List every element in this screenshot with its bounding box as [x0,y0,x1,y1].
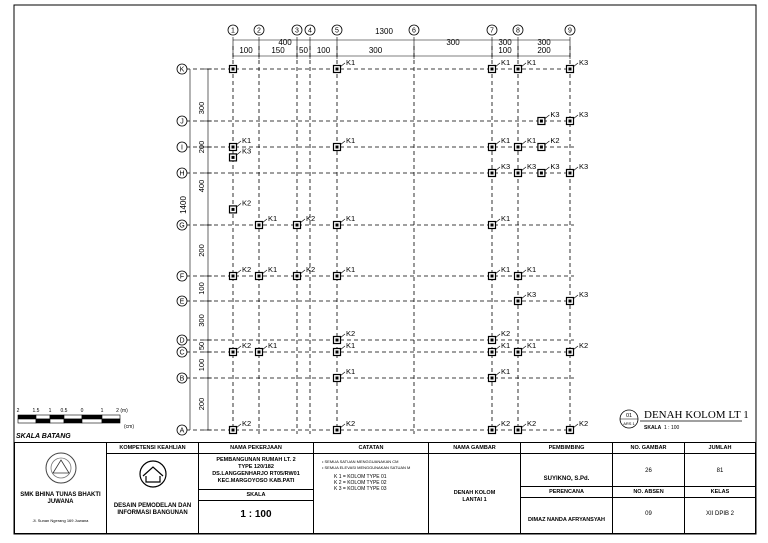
grid-label-K: K [179,66,185,74]
dimension-label: 50 [197,341,206,351]
column-core [232,156,235,159]
column-type-label: K1 [346,136,356,145]
nama-gambar-block [429,443,521,533]
grid-label-8: 8 [516,27,520,35]
view-scale-label: SKALA [644,425,662,431]
dimension-label: 100 [316,46,331,55]
grid-label-9: 9 [568,27,572,35]
column-core [491,429,494,432]
grid-label-4: 4 [308,27,312,35]
column-type-label: K2 [501,419,511,428]
dimension-label-overall: 1400 [179,196,188,214]
dimension-label: 1300 [375,27,393,36]
dimension-label: 300 [446,38,460,47]
column-type-label: K3 [501,162,511,171]
grid-label-D: D [179,337,185,345]
column-core [517,146,520,149]
column-type-label: K1 [501,214,511,223]
column-core [491,377,494,380]
dimension-label: 300 [498,38,512,47]
column-core [517,351,520,354]
no-gambar-header: NO. GAMBAR [613,443,684,454]
column-type-label: K3 [527,162,537,171]
dimension-label: 100 [197,282,206,295]
dimension-label: 200 [197,244,206,257]
column-type-label: K2 [346,329,356,338]
column-core [258,224,261,227]
column-type-label: K1 [527,58,537,67]
column-type-label: K1 [346,341,356,350]
column-core [540,172,543,175]
column-type-label: K1 [501,265,511,274]
nama-gambar-header: NAMA GAMBAR [429,443,520,454]
column-type-label: K1 [242,136,252,145]
dimension-label: 300 [537,38,551,47]
column-core [491,172,494,175]
column-core [491,275,494,278]
department-logo [137,459,169,489]
pembimbing-value: SUYIKNO, S.Pd. [543,476,590,482]
title-block [14,442,756,534]
dimension-label: 400 [278,38,292,47]
column-type-label: K1 [527,265,537,274]
nama-pekerjaan-block [199,443,314,533]
scale-bar-segment [36,415,50,419]
view-title: DENAH KOLOM LT 1 [644,409,749,421]
column-core [336,68,339,71]
column-type-label: K2 [579,341,589,350]
column-core [336,377,339,380]
skala-value: 1 : 100 [240,509,272,520]
kompetensi-block [107,443,199,533]
scale-bar-caption: SKALA BATANG [16,433,71,440]
column-type-label: K1 [268,214,278,223]
column-type-label: K1 [501,58,511,67]
column-type-label: K3 [550,162,560,171]
grid-label-G: G [179,222,185,230]
column-core [569,172,572,175]
dimension-label: 100 [239,46,253,55]
column-type-label: K3 [579,290,589,299]
scale-bar-label: 2 [16,408,20,414]
column-type-label: K2 [527,419,537,428]
jumlah-value: 81 [716,468,724,474]
school-name: SMK BHINA TUNAS BHAKTI JUWANA [20,492,101,505]
scale-bar-label: 1.5 [32,408,40,414]
project-line: PEMBANGUNAN RUMAH LT. 2 [216,457,296,463]
grid-label-C: C [179,349,185,357]
column-core [232,146,235,149]
no-gambar-value: 26 [645,468,652,474]
view-sheet: ARS 1 [623,421,635,426]
column-type-note: K 2 = KOLOM TYPE 02 [334,480,387,486]
column-type-label: K1 [527,341,537,350]
grid-label-7: 7 [490,27,494,35]
dimension-label: 300 [197,101,206,115]
column-type-label: K1 [501,341,511,350]
catatan-header: CATATAN [314,443,428,454]
dimension-label: 300 [197,314,206,327]
column-type-label: K2 [242,341,252,350]
no-gambar-block [613,443,685,533]
column-core [491,351,494,354]
grid-label-2: 2 [257,27,261,35]
scale-bar-segment [18,419,36,423]
view-scale-value: 1 : 100 [664,425,680,431]
column-core [517,300,520,303]
column-type-label: K3 [550,110,560,119]
scale-bar-unit: (cm) [124,424,134,430]
grid-label-E: E [179,298,185,306]
pembimbing-block [521,443,613,533]
column-core [336,275,339,278]
scale-bar-segment [18,415,36,419]
column-core [232,275,235,278]
column-core [517,429,520,432]
scale-bar-segment [102,415,120,419]
catatan-block [314,443,429,533]
column-core [336,429,339,432]
scale-bar-segment [50,419,64,423]
column-core [232,68,235,71]
column-core [491,68,494,71]
column-type-label: K2 [579,419,589,428]
column-core [569,120,572,123]
school-block [15,443,107,533]
column-type-label: K1 [268,265,278,274]
scale-bar-label: 2 (m) [116,408,128,414]
dimension-label: 50 [299,46,308,55]
project-line: TYPE 120/182 [238,464,274,470]
scale-bar-segment [102,419,120,423]
column-core [232,351,235,354]
column-type-label: K2 [550,136,560,145]
column-core [336,224,339,227]
column-type-label: K2 [242,265,252,274]
column-core [569,429,572,432]
jumlah-header: JUMLAH [685,443,755,454]
column-core [336,339,339,342]
column-core [569,68,572,71]
skala-header: SKALA [199,489,313,501]
dimension-label: 300 [368,46,383,55]
dimension-label: 100 [197,358,206,372]
view-number: 01 [625,413,633,419]
school-address: Jl. Sunan Ngerang 169 Juwana [32,518,89,523]
no-absen-value: 09 [645,511,652,517]
grid-label-1: 1 [231,27,235,35]
project-line: KEC.MARGOYOSO KAB.PATI [217,478,295,484]
grid-label-A: A [179,427,185,435]
perencana-header: PERENCANA [521,486,612,498]
column-type-label: K2 [501,329,511,338]
column-core [336,146,339,149]
scale-bar-segment [64,415,82,419]
scale-bar-label: 0 [80,408,84,414]
dimension-label: 200 [537,46,551,55]
scale-bar-segment [50,415,64,419]
column-core [540,146,543,149]
kelas-header: KELAS [685,486,755,498]
project-line: DS.LANGGENHARJO RT05/RW01 [212,471,300,477]
grid-label-B: B [179,375,185,383]
scale-bar-segment [82,415,102,419]
column-type-label: K1 [346,58,356,67]
catatan-note: • SEMUA ELEVASI MENGGUNAKAN SATUAN M [322,465,411,470]
catatan-note: • SEMUA SATUAN MENGGUANAKAN CM [322,459,399,464]
dimension-label: 400 [197,179,206,193]
column-core [491,224,494,227]
pembimbing-header: PEMBIMBING [521,443,612,454]
kelas-value: XII DPIB 2 [705,511,734,517]
column-type-label: K3 [579,58,589,67]
column-type-label: K1 [346,265,356,274]
kompetensi-header: KOMPETENSI KEAHLIAN [107,443,198,454]
column-core [569,300,572,303]
column-core [336,351,339,354]
scale-bar-segment [82,419,102,423]
grid-label-5: 5 [335,27,339,35]
jumlah-block [685,443,755,533]
column-core [258,351,261,354]
column-type-label: K1 [501,136,511,145]
nama-gambar-value: DENAH KOLOM LANTAI 1 [453,490,496,503]
dimension-label: 200 [197,397,206,411]
column-core [517,68,520,71]
column-core [296,275,299,278]
column-type-label: K3 [579,110,589,119]
column-core [232,208,235,211]
column-core [232,429,235,432]
no-absen-header: NO. ABSEN [613,486,684,498]
column-type-label: K1 [268,341,278,350]
grid-label-3: 3 [295,27,299,35]
perencana-value: DIMAZ NANDA AFRYANSYAH [528,517,605,523]
column-type-label: K3 [242,146,252,156]
column-core [258,275,261,278]
column-type-label: K2 [346,419,356,428]
column-type-label: K2 [242,198,252,208]
column-core [517,275,520,278]
column-core [569,351,572,354]
column-type-note: K 3 = KOLOM TYPE 03 [334,486,387,492]
dimension-label: 150 [271,46,285,55]
scale-bar-label: 1 [100,408,104,414]
column-core [491,339,494,342]
scale-bar-segment [64,419,82,423]
grid-label-J: J [180,118,184,126]
column-core [540,120,543,123]
column-type-label: K2 [242,419,252,428]
grid-label-I: I [181,144,183,152]
grid-label-6: 6 [412,27,416,35]
school-logo [41,451,81,485]
column-type-label: K1 [346,367,356,376]
column-core [491,146,494,149]
grid-label-F: F [179,273,185,281]
kompetensi-value: DESAIN PEMODELAN DAN INFORMASI BANGUNAN [113,503,192,516]
nama-pekerjaan-header: NAMA PEKERJAAN [199,443,313,454]
column-type-label: K1 [501,367,511,376]
column-type-label: K2 [306,265,316,274]
column-type-label: K1 [346,214,356,223]
column-type-label: K3 [579,162,589,171]
column-type-label: K2 [306,214,316,223]
column-core [296,224,299,227]
dimension-label: 100 [498,46,512,55]
column-type-label: K1 [527,136,537,145]
scale-bar-label: 0.5 [60,408,68,414]
column-core [517,172,520,175]
scale-bar-segment [36,419,50,423]
scale-bar-label: 1 [48,408,52,414]
grid-label-H: H [179,170,185,178]
dimension-label: 200 [197,140,206,154]
column-type-label: K3 [527,290,537,299]
column-type-note: K 1 = KOLOM TYPE 01 [334,474,387,480]
